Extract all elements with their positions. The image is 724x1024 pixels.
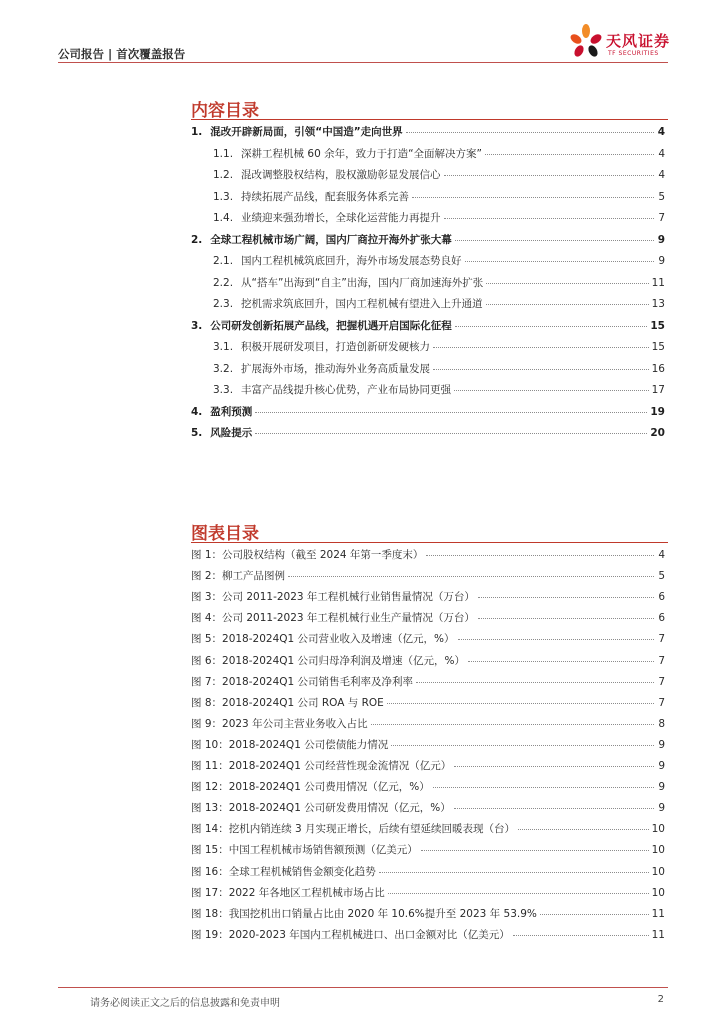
entry-title: 图 7：2018-2024Q1 公司销售毛利率及净利率: [191, 675, 414, 688]
entry-page-number: 9: [658, 255, 665, 267]
entry-page-number: 7: [658, 696, 665, 709]
entry-page-number: 10: [651, 844, 665, 857]
entry-page-number: 19: [650, 405, 665, 418]
figure-entry[interactable]: [191, 885, 665, 900]
dot-leader: [458, 639, 654, 640]
figure-entry[interactable]: [191, 906, 665, 921]
dot-leader: [468, 661, 654, 662]
dot-leader: [412, 197, 654, 198]
entry-page-number: 7: [658, 212, 665, 224]
dot-leader: [371, 724, 654, 725]
entry-title: 扩展海外市场，推动海外业务高质量发展: [241, 362, 431, 375]
dot-leader: [433, 347, 649, 348]
figures-title: 图表目录: [191, 524, 259, 544]
toc-title: 内容目录: [191, 101, 259, 121]
entry-number: 3.3.: [213, 384, 234, 396]
entry-page-number: 9: [658, 781, 665, 794]
toc-section-entry[interactable]: [213, 189, 665, 204]
dot-leader: [379, 872, 649, 873]
entry-title: 深耕工程机械 60 余年，致力于打造“全面解决方案”: [241, 147, 482, 160]
figure-entry[interactable]: [191, 758, 665, 773]
entry-number: 2.2.: [213, 276, 234, 289]
dot-leader: [433, 369, 649, 370]
entry-page-number: 7: [658, 675, 665, 688]
toc-section-entry[interactable]: [213, 339, 665, 354]
entry-title: 从“搭车”出海到“自主”出海，国内厂商加速海外扩张: [241, 276, 484, 289]
dot-leader: [391, 745, 654, 746]
entry-page-number: 11: [651, 907, 665, 920]
entry-title: 图 16：全球工程机械销售金额变化趋势: [191, 865, 376, 878]
entry-title: 图 19：2020-2023 年国内工程机械进口、出口金额对比（亿美元）: [191, 928, 510, 941]
toc-chapter-entry[interactable]: [191, 124, 665, 139]
toc-section-entry[interactable]: [213, 167, 665, 182]
toc-chapter-entry[interactable]: [191, 425, 665, 440]
figure-entry[interactable]: [191, 695, 665, 710]
figure-entry[interactable]: [191, 674, 665, 689]
figure-entry[interactable]: [191, 568, 665, 583]
entry-title: 图 4：公司 2011-2023 年工程机械行业生产量情况（万台）: [191, 612, 475, 625]
toc-section-entry[interactable]: [213, 382, 665, 397]
dot-leader: [540, 914, 649, 915]
entry-page-number: 8: [658, 717, 665, 730]
figure-entry[interactable]: [191, 737, 665, 752]
entry-number: 1.4.: [213, 212, 234, 224]
entry-title: 挖机需求筑底回升，国内工程机械有望进入上升通道: [241, 298, 483, 310]
entry-title: 图 2：柳工产品图例: [191, 570, 286, 583]
entry-number: 3.2.: [213, 362, 234, 375]
entry-page-number: 20: [650, 427, 665, 439]
toc-chapter-entry[interactable]: [191, 232, 665, 247]
entry-title: 混改调整股权结构，股权激励彰显发展信心: [241, 169, 441, 181]
entry-page-number: 4: [658, 549, 665, 561]
logo-name: 天风证券: [606, 32, 671, 50]
entry-page-number: 17: [651, 384, 665, 396]
entry-page-number: 16: [651, 362, 665, 375]
entry-page-number: 4: [658, 169, 665, 181]
entry-title: 图 17：2022 年各地区工程机械市场占比: [191, 886, 385, 899]
entry-title: 图 3：公司 2011-2023 年工程机械行业销售量情况（万台）: [191, 591, 475, 604]
dot-leader: [513, 935, 649, 936]
entry-number: 2.: [191, 233, 203, 246]
dot-leader: [426, 555, 654, 556]
toc-section-entry[interactable]: [213, 296, 665, 311]
entry-number: 5.: [191, 427, 203, 439]
entry-page-number: 6: [658, 612, 665, 625]
entry-page-number: 9: [658, 738, 665, 751]
footer-disclaimer: 请务必阅读正文之后的信息披露和免责申明: [90, 998, 280, 1009]
dot-leader: [406, 132, 654, 133]
entry-number: 1.: [191, 126, 203, 138]
entry-number: 3.1.: [213, 341, 234, 353]
dot-leader: [288, 576, 654, 577]
entry-title: 图 6：2018-2024Q1 公司归母净利润及增速（亿元，%）: [191, 654, 466, 667]
entry-title: 图 11：2018-2024Q1 公司经营性现金流情况（亿元）: [191, 760, 452, 772]
entry-title: 图 15：中国工程机械市场销售额预测（亿美元）: [191, 844, 418, 857]
toc-title-divider: [191, 119, 668, 120]
dot-leader: [444, 218, 654, 219]
figure-entry[interactable]: [191, 589, 665, 604]
entry-title: 图 5：2018-2024Q1 公司营业收入及增速（亿元，%）: [191, 633, 455, 646]
entry-page-number: 15: [651, 341, 665, 353]
entry-page-number: 5: [658, 570, 665, 583]
toc-section-entry[interactable]: [213, 361, 665, 376]
entry-title: 积极开展研发项目，打造创新研发硬核力: [241, 341, 431, 353]
entry-page-number: 9: [658, 760, 665, 772]
entry-title: 国内工程机械筑底回升，海外市场发展态势良好: [241, 255, 462, 267]
figure-entry[interactable]: [191, 864, 665, 879]
entry-number: 1.3.: [213, 190, 234, 203]
entry-page-number: 5: [658, 190, 665, 203]
entry-title: 图 1：公司股权结构（截至 2024 年第一季度末）: [191, 549, 424, 561]
entry-number: 1.2.: [213, 169, 234, 181]
entry-page-number: 4: [658, 147, 665, 160]
figure-entry[interactable]: [191, 610, 665, 625]
dot-leader: [455, 326, 648, 327]
logo-subtitle: TF SECURITIES: [608, 50, 659, 57]
dot-leader: [255, 412, 647, 413]
figure-entry[interactable]: [191, 842, 665, 857]
entry-page-number: 7: [658, 633, 665, 646]
entry-number: 3.: [191, 319, 203, 332]
entry-number: 1.1.: [213, 147, 234, 160]
entry-page-number: 11: [651, 928, 665, 941]
entry-title: 混改开辟新局面，引领“中国造”走向世界: [210, 126, 403, 138]
dot-leader: [486, 283, 648, 284]
entry-title: 丰富产品线提升核心优势，产业布局协同更强: [241, 384, 452, 396]
entry-page-number: 10: [651, 823, 665, 836]
entry-title: 盈利预测: [210, 405, 253, 418]
toc-section-entry[interactable]: [213, 210, 665, 225]
entry-number: 2.1.: [213, 255, 234, 267]
figure-entry[interactable]: [191, 716, 665, 731]
toc-section-entry[interactable]: [213, 275, 665, 290]
entry-page-number: 10: [651, 886, 665, 899]
dot-leader: [454, 808, 654, 809]
entry-page-number: 4: [657, 126, 665, 138]
dot-leader: [416, 682, 654, 683]
company-logo: [566, 22, 676, 64]
dot-leader: [478, 597, 654, 598]
dot-leader: [455, 240, 654, 241]
entry-page-number: 11: [651, 276, 665, 289]
toc-section-entry[interactable]: [213, 253, 665, 268]
dot-leader: [421, 850, 649, 851]
entry-title: 公司研发创新拓展产品线，把握机遇开启国际化征程: [210, 319, 452, 332]
entry-page-number: 10: [651, 865, 665, 878]
figure-entry[interactable]: [191, 547, 665, 562]
entry-page-number: 9: [657, 233, 665, 246]
entry-title: 图 9：2023 年公司主营业务收入占比: [191, 717, 368, 730]
figure-entry[interactable]: [191, 653, 665, 668]
entry-title: 业绩迎来强劲增长，全球化运营能力再提升: [241, 212, 441, 224]
entry-title: 图 8：2018-2024Q1 公司 ROA 与 ROE: [191, 696, 384, 709]
entry-number: 2.3.: [213, 298, 234, 310]
dot-leader: [388, 893, 649, 894]
entry-title: 持续拓展产品线，配套服务体系完善: [241, 190, 410, 203]
entry-number: 4.: [191, 405, 203, 418]
figure-entry[interactable]: [191, 631, 665, 646]
figures-title-divider: [191, 542, 668, 543]
dot-leader: [255, 433, 647, 434]
entry-page-number: 6: [658, 591, 665, 604]
entry-title: 图 10：2018-2024Q1 公司偿债能力情况: [191, 738, 389, 751]
flower-logo-icon: [566, 22, 606, 64]
footer-divider: [58, 987, 668, 988]
dot-leader: [518, 829, 649, 830]
toc-chapter-entry[interactable]: [191, 404, 665, 419]
entry-title: 图 18：我国挖机出口销量占比由 2020 年 10.6%提升至 2023 年 53.9%: [191, 907, 537, 920]
figure-entry[interactable]: [191, 800, 665, 815]
dot-leader: [486, 304, 649, 305]
dot-leader: [465, 261, 654, 262]
entry-title: 图 12：2018-2024Q1 公司费用情况（亿元，%）: [191, 781, 430, 794]
dot-leader: [387, 703, 654, 704]
entry-page-number: 7: [658, 654, 665, 667]
page-number: 2: [657, 994, 664, 1005]
figure-entry[interactable]: [191, 779, 665, 794]
entry-title: 图 14：挖机内销连续 3 月实现正增长，后续有望延续回暖表现（台）: [191, 823, 516, 836]
dot-leader: [478, 618, 654, 619]
dot-leader: [454, 390, 649, 391]
dot-leader: [454, 766, 654, 767]
toc-chapter-entry[interactable]: [191, 318, 665, 333]
entry-page-number: 13: [651, 298, 665, 310]
report-type-header: 公司报告 | 首次覆盖报告: [58, 47, 186, 61]
entry-title: 风险提示: [210, 427, 253, 439]
entry-page-number: 15: [650, 319, 665, 332]
figure-entry[interactable]: [191, 927, 665, 942]
entry-title: 图 13：2018-2024Q1 公司研发费用情况（亿元，%）: [191, 802, 451, 815]
entry-page-number: 9: [658, 802, 665, 815]
toc-section-entry[interactable]: [213, 146, 665, 161]
dot-leader: [444, 175, 654, 176]
dot-leader: [433, 787, 654, 788]
entry-title: 全球工程机械市场广阔，国内厂商拉开海外扩张大幕: [210, 233, 452, 246]
dot-leader: [485, 154, 654, 155]
figure-entry[interactable]: [191, 821, 665, 836]
